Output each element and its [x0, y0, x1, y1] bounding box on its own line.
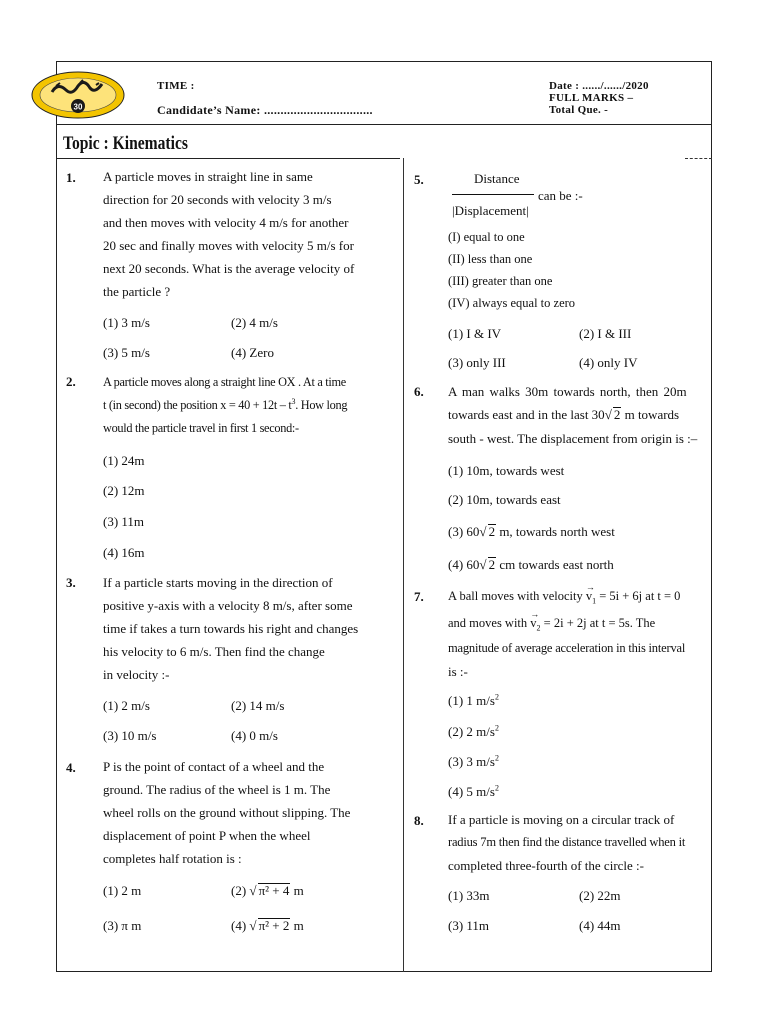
fraction-bar	[452, 194, 534, 195]
answer-option[interactable]: (3) 11m	[448, 918, 490, 933]
question-text-line: in velocity :-	[103, 667, 170, 682]
answer-option[interactable]: (4) 16m	[103, 545, 145, 560]
answer-option[interactable]: (3) 3 $m/s^2$	[448, 753, 499, 769]
answer-option[interactable]: (1) I & IV	[448, 326, 502, 341]
institute-logo	[30, 70, 126, 120]
total-que-label: Total Que. -	[549, 104, 609, 116]
question-text-line: completed three-fourth of the circle :-	[448, 858, 644, 873]
question-text-line: P is the point of contact of a wheel and the	[103, 759, 325, 774]
question-text-line: 20 sec and finally moves with velocity 5 m/s for	[103, 238, 354, 253]
question-number: 1.	[66, 170, 76, 185]
question-text-line: is :-	[448, 664, 468, 679]
answer-option[interactable]: (3) 11m	[103, 514, 145, 529]
question-text-line: displacement of point P when the wheel	[103, 828, 311, 843]
logo-number: 30	[73, 102, 83, 112]
answer-option[interactable]: (3) only III	[448, 355, 506, 370]
answer-option[interactable]: (4) √ π² + 2 m	[231, 918, 304, 933]
answer-option[interactable]: (2) 14 m/s	[231, 698, 285, 713]
statement-item: (I) equal to one	[448, 230, 525, 244]
question-text-line: completes half rotation is :	[103, 851, 242, 866]
question-text-line: ground. The radius of the wheel is 1 m. The	[103, 782, 331, 797]
answer-option[interactable]: (1) 2 m/s	[103, 698, 150, 713]
question-text-line: direction for 20 seconds with velocity 3 m/s	[103, 192, 332, 207]
statement-item: (IV) always equal to zero	[448, 296, 576, 310]
question-text-line: towards east and in the last 30√ 2 m towards	[448, 407, 680, 422]
question-number: 4.	[66, 760, 76, 775]
question-text-line: would the particle travel in first 1 second:-	[103, 421, 299, 435]
date-label: Date : ....../....../2020	[549, 80, 649, 92]
answer-option[interactable]: (2) 2 $m/s^2$	[448, 723, 499, 739]
full-marks-label: FULL MARKS –	[549, 92, 634, 104]
question-text-line: his velocity to 6 m/s. Then find the change	[103, 644, 325, 659]
answer-option[interactable]: (1) 2 m	[103, 883, 142, 898]
answer-option[interactable]: (1) 33m	[448, 888, 490, 903]
statement-item: (III) greater than one	[448, 274, 553, 288]
right-dashes	[685, 158, 712, 159]
question-number: 5.	[414, 172, 424, 187]
fraction-numerator: Distance	[474, 171, 520, 186]
question-text-line: t (in second) the position $x = 40 + 12t - t^3$. How long	[103, 396, 348, 412]
question-text-line: A particle moves along a straight line OX . At a time	[103, 375, 346, 389]
candidate-name-field[interactable]: Candidate’s Name: .................................	[157, 103, 373, 117]
question-text-line: A particle moves in straight line in same	[103, 169, 313, 184]
column-divider	[403, 158, 404, 972]
question-text-line: can be :-	[538, 188, 583, 203]
answer-option[interactable]: (4) 60√ 2 cm towards east north	[448, 557, 614, 572]
answer-option[interactable]: (4) 44m	[579, 918, 621, 933]
question-text-line: and then moves with velocity 4 m/s for another	[103, 215, 349, 230]
answer-option[interactable]: (2) 10m, towards east	[448, 492, 561, 507]
answer-option[interactable]: (4) 0 m/s	[231, 728, 278, 743]
answer-option[interactable]: (3) 10 m/s	[103, 728, 157, 743]
answer-option[interactable]: (1) 3 m/s	[103, 315, 150, 330]
answer-option[interactable]: (1) 1 $m/s^2$	[448, 692, 499, 708]
answer-option[interactable]: (2) √ π² + 4 m	[231, 883, 304, 898]
answer-option[interactable]: (3) π m	[103, 918, 142, 933]
right-edge-line	[711, 350, 712, 740]
question-number: 3.	[66, 575, 76, 590]
question-text-line: magnitude of average acceleration in this interval	[448, 641, 686, 655]
fraction-denominator: |Displacement|	[452, 203, 529, 218]
question-text-line: positive y-axis with a velocity 8 m/s, after some	[103, 598, 353, 613]
header-divider	[56, 124, 712, 125]
answer-option[interactable]: (2) 22m	[579, 888, 621, 903]
question-number: 2.	[66, 374, 76, 389]
question-text-line: If a particle starts moving in the direction of	[103, 575, 333, 590]
answer-option[interactable]: (3) 5 m/s	[103, 345, 150, 360]
question-text-line: south - west. The displacement from origin is :–	[448, 431, 698, 446]
question-text-line: time if takes a turn towards his right and changes	[103, 621, 359, 636]
answer-option[interactable]: (3) 60√ 2 m, towards north west	[448, 524, 615, 539]
question-text-line: wheel rolls on the ground without slipping. The	[103, 805, 351, 820]
question-text-line: A ball moves with velocity → $v_1 = 5i + 6j$ at t = 0	[448, 585, 680, 613]
question-text-line: A man walks 30m towards north, then 20m	[448, 384, 687, 399]
answer-option[interactable]: (1) 10m, towards west	[448, 463, 565, 478]
answer-option[interactable]: (2) I & III	[579, 326, 632, 341]
topic-title: Topic : Kinematics	[63, 133, 188, 154]
question-number: 8.	[414, 813, 424, 828]
question-text-line: the particle ?	[103, 284, 171, 299]
answer-option[interactable]: (2) 12m	[103, 483, 145, 498]
answer-option[interactable]: (4) 5 $m/s^2$	[448, 783, 499, 799]
question-number: 7.	[414, 589, 424, 604]
statement-item: (II) less than one	[448, 252, 533, 266]
answer-option[interactable]: (2) 4 m/s	[231, 315, 278, 330]
question-text-line: radius 7m then find the distance travelled when it	[448, 835, 686, 849]
answer-option[interactable]: (1) 24m	[103, 453, 145, 468]
question-text-line: If a particle is moving on a circular track of	[448, 812, 675, 827]
answer-option[interactable]: (4) Zero	[231, 345, 274, 360]
question-number: 6.	[414, 384, 424, 399]
time-label: TIME :	[157, 80, 195, 92]
answer-option[interactable]: (4) only IV	[579, 355, 638, 370]
question-text-line: and moves with → $v_2 = 2i + 2j$ at t = 5s. The	[448, 612, 655, 640]
question-text-line: next 20 seconds. What is the average velocity of	[103, 261, 355, 276]
topic-underline	[56, 158, 400, 159]
